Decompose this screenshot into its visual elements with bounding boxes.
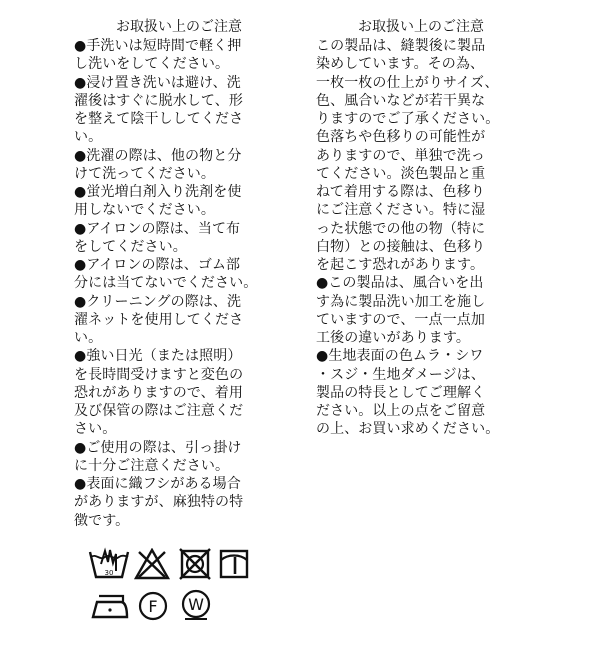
left-text-line: 濯後はすぐに脱水して、形 <box>74 92 243 109</box>
iron-icon <box>90 592 130 620</box>
left-text-line: けて洗ってください。 <box>74 165 215 182</box>
left-text-line: がありますが、麻独特の特 <box>74 494 244 511</box>
no-bleach-icon <box>134 548 170 580</box>
right-text-line: てください。淡色製品と重 <box>316 165 486 182</box>
left-text-line: を長時間受けますと変色の <box>74 366 244 383</box>
left-heading: お取扱い上のご注意 <box>116 19 242 35</box>
dry-clean-f-icon <box>137 590 169 622</box>
left-text-line: をしてください。 <box>74 238 187 255</box>
hand-wash-temp: 30 <box>104 569 114 577</box>
left-text-line: ●洗濯の際は、他の物と分 <box>74 147 242 164</box>
left-column <box>74 18 284 530</box>
left-text-line: ●蛍光増白剤入り洗剤を使 <box>74 184 242 200</box>
right-heading: お取扱い上のご注意 <box>358 19 484 35</box>
right-text-block <box>316 37 526 439</box>
left-text-line: を整えて陰干ししてくださ <box>74 111 244 127</box>
left-text-line: ●ご使用の際は、引っ掛け <box>74 439 242 456</box>
right-text-line: ●この製品は、風合いを出 <box>316 275 484 292</box>
left-text-line: い。 <box>74 129 103 146</box>
drip-dry-icon <box>218 548 250 580</box>
left-text-line: ●強い日光（または照明） <box>74 348 242 365</box>
right-text-line: ださい。以上の点をご留意 <box>316 403 486 419</box>
right-text-line: 色落ちや色移りの可能性が <box>316 129 486 146</box>
left-text-line: 及び保管の際はご注意くだ <box>74 403 244 419</box>
left-text-line: し洗いをしてください。 <box>74 56 230 73</box>
right-text-line: この製品は、縫製後に製品 <box>316 38 486 54</box>
right-text-line: ●生地表面の色ムラ・シワ <box>316 348 484 365</box>
left-text-line: 濯ネットを使用してくださ <box>74 311 244 328</box>
left-text-line: い。 <box>74 330 103 346</box>
left-text-block <box>74 37 284 530</box>
left-text-line: さい。 <box>74 421 117 438</box>
left-text-line: ●アイロンの際は、当て布 <box>74 220 241 237</box>
right-text-line: ねて着用する際は、色移り <box>316 184 485 200</box>
dry-clean-letter: F <box>148 597 158 616</box>
right-text-line: りますのでご了承ください。 <box>316 111 500 127</box>
left-text-line: に十分ご注意ください。 <box>74 457 230 474</box>
left-text-line: ●浸け置き洗いは避け、洗 <box>74 74 241 91</box>
right-text-line: 一枚一枚の仕上がりサイズ、 <box>316 74 499 91</box>
left-text-line: 恐れがありますので、着用 <box>74 384 243 401</box>
right-text-line: 工後の違いがあります。 <box>316 330 470 346</box>
left-text-line: 徴です。 <box>74 512 130 529</box>
left-text-line: 分には当てないでください。 <box>74 275 258 292</box>
care-symbols <box>88 546 258 626</box>
left-text-line: ●表面に織フシがある場合 <box>74 476 241 492</box>
right-text-line: ていますので、一点一点加 <box>316 311 485 328</box>
right-text-line: ・スジ・生地ダメージは、 <box>316 366 485 383</box>
left-text-line: ●手洗いは短時間で軽く押 <box>74 38 242 54</box>
wet-clean-letter: W <box>188 595 204 614</box>
hand-wash-icon <box>88 546 130 580</box>
right-text-line: す為に製品洗い加工を施し <box>316 293 486 310</box>
right-text-line: ありますので、単独で洗っ <box>316 147 485 164</box>
right-text-line: の上、お買い求めください。 <box>316 421 500 438</box>
right-text-line: 染めしています。その為、 <box>316 56 485 73</box>
left-text-line: ●クリーニングの際は、洗 <box>74 293 242 310</box>
left-text-line: ●アイロンの際は、ゴム部 <box>74 257 241 273</box>
left-text-line: 用しないでください。 <box>74 202 215 219</box>
right-text-line: った状態での他の物（特に <box>316 220 486 237</box>
wet-clean-w-icon <box>179 588 213 622</box>
right-text-line: 製品の特長としてご理解く <box>316 384 486 401</box>
right-text-line: を起こす恐れがあります。 <box>316 257 485 273</box>
no-tumble-dry-icon <box>179 548 211 580</box>
right-text-line: にご注意ください。特に湿 <box>316 202 486 219</box>
right-text-line: 色、風合いなどが若干異な <box>316 92 486 109</box>
right-column <box>316 18 526 439</box>
right-text-line: 白物）との接触は、色移り <box>316 238 486 255</box>
